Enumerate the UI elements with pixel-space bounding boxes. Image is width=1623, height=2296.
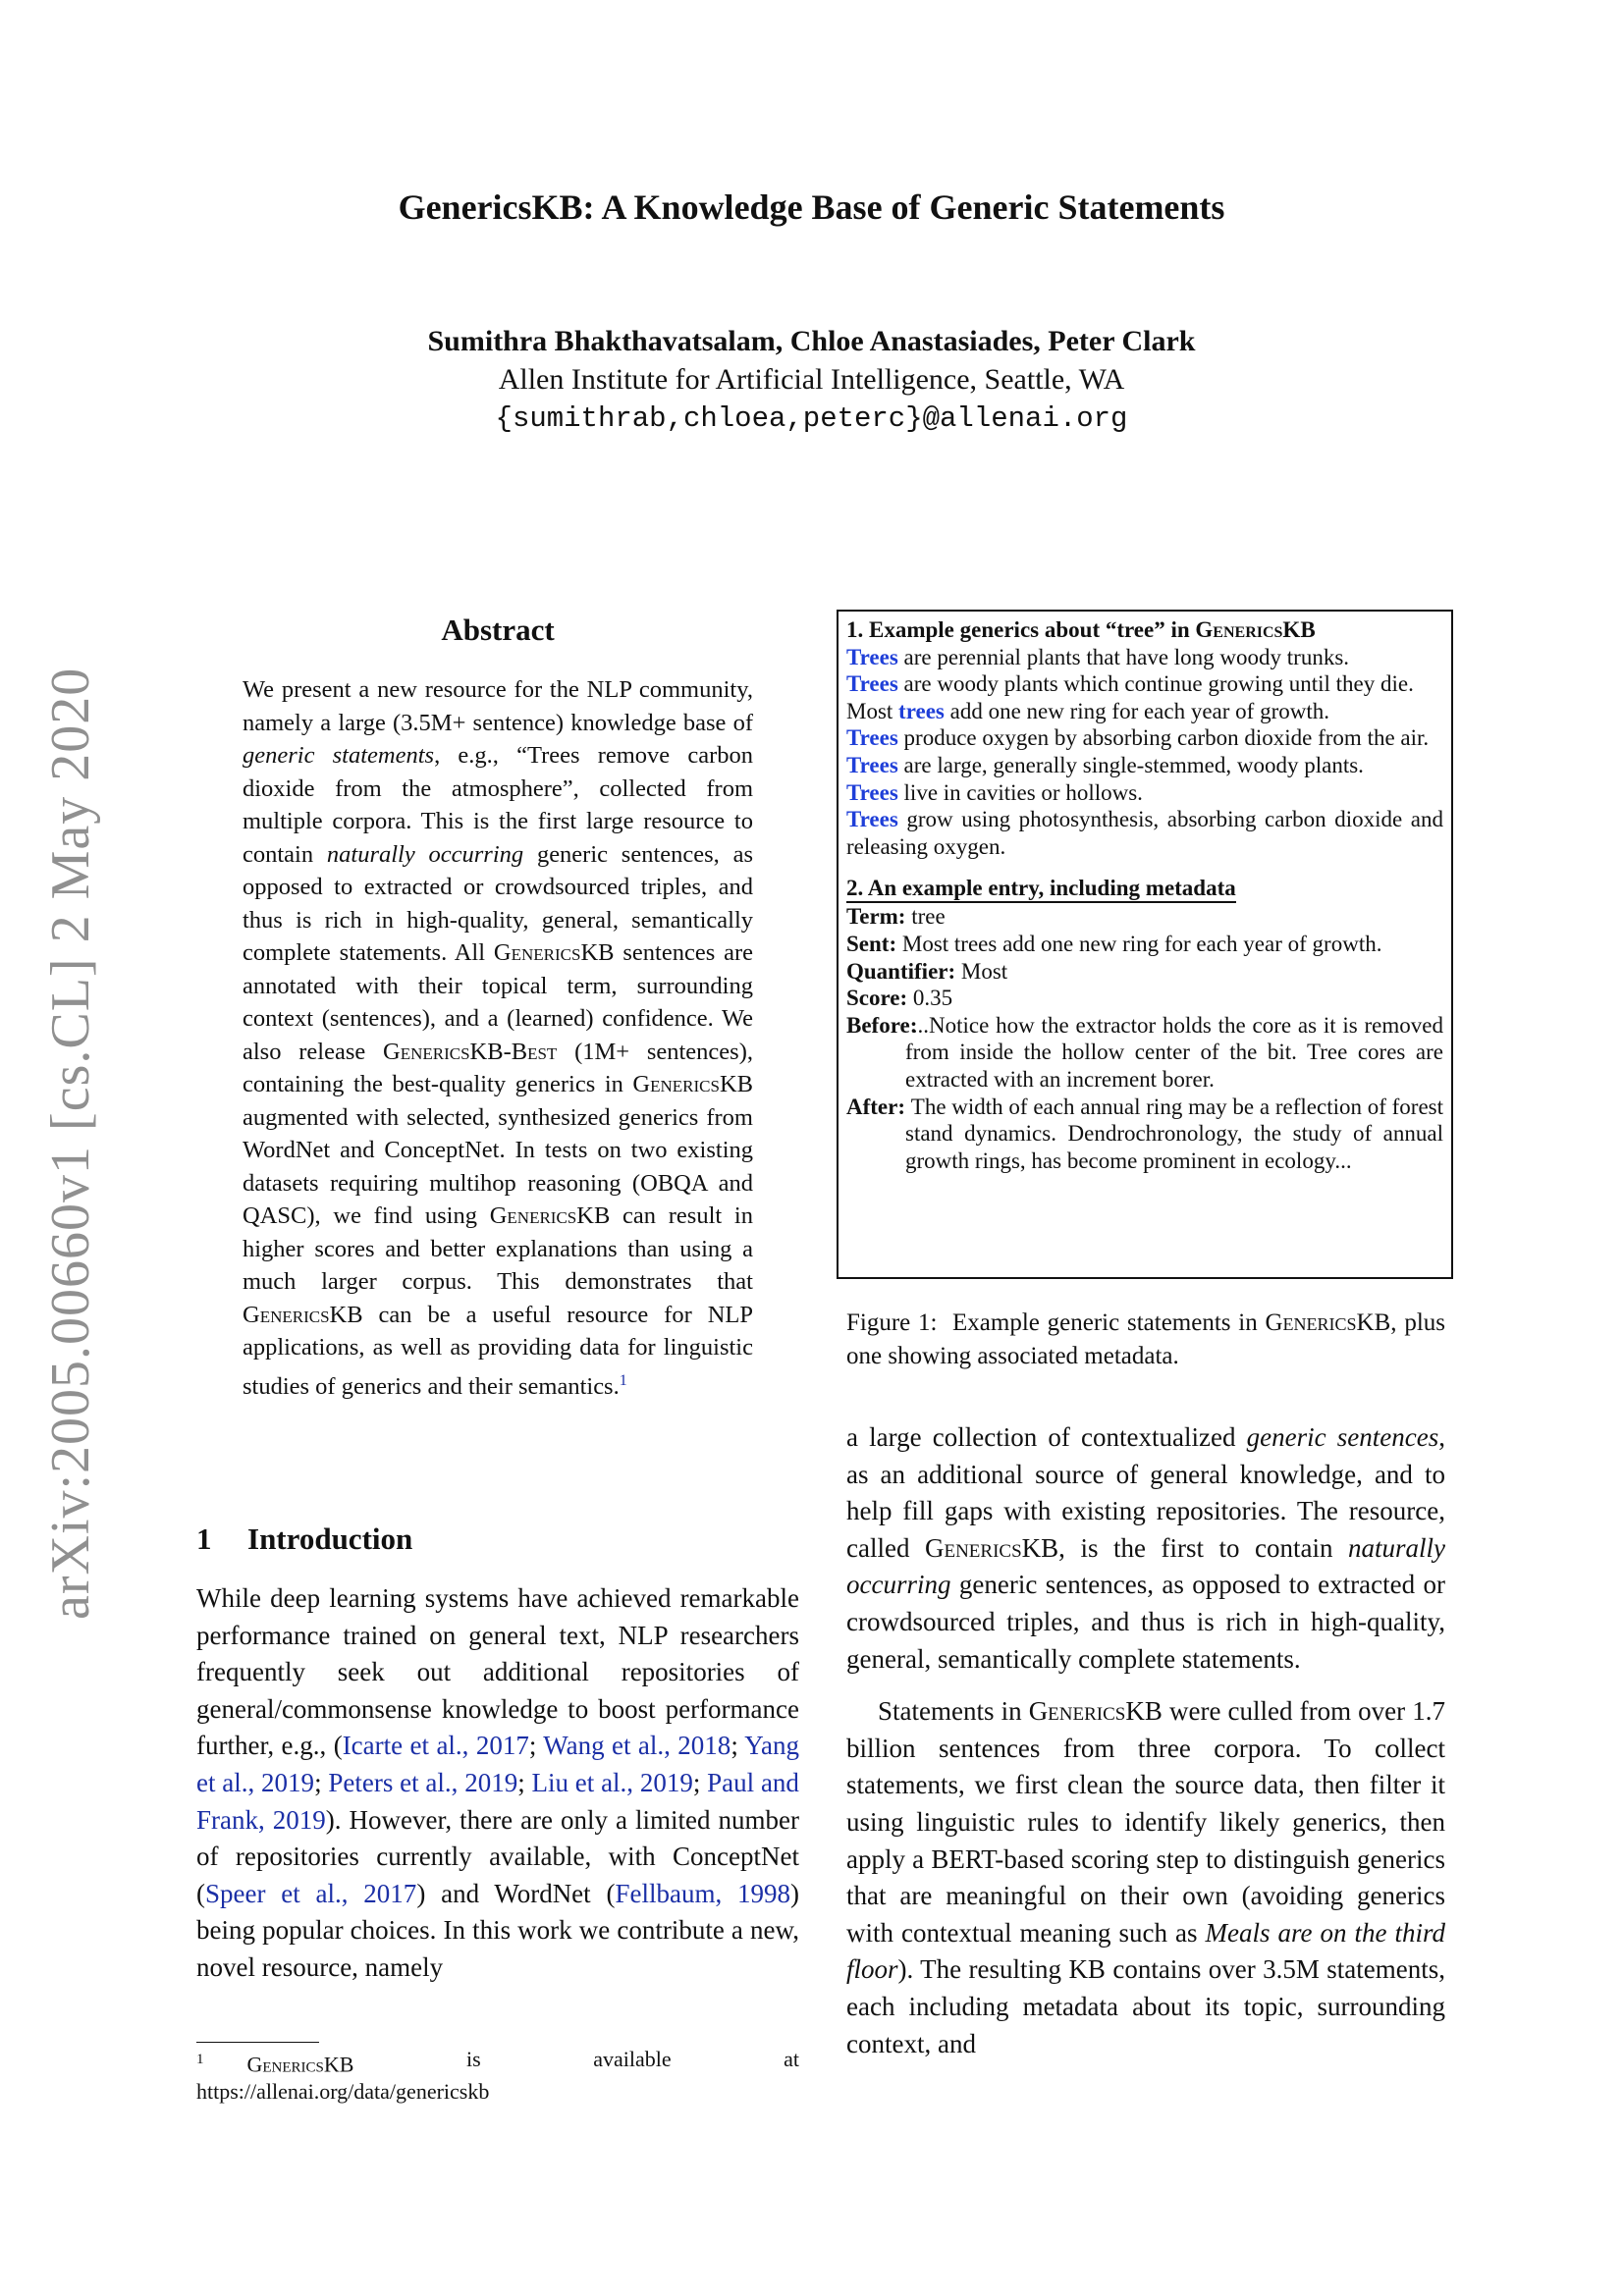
generic-sentence: Trees are large, generally single-stemmed, woody plants.: [846, 752, 1364, 777]
abstract-heading: Abstract: [441, 613, 555, 647]
author-emails: {sumithrab,chloea,peterc}@allenai.org: [495, 402, 1128, 435]
section-heading-introduction: 1 Introduction: [196, 1522, 413, 1556]
introduction-text-right: a large collection of contextualized generic sentences, as an additional source of general knowledge, and to help fill gaps with existing repositories. The resource, called GenericsKB, is the first to contain naturally occurring generic sentences, as opposed to extracted or crowdsourced triples, and thus is rich in high-quality, general, semantically complete statements. Statements in GenericsKB were culled from over 1.7 billion sentences from three corpora. To collect statements, we first clean the source data, then filter it using linguistic rules to identify likely generics, then apply a BERT-based scoring step to distinguish generics that are meaningful on their own (avoiding generics with contextual meaning such as Meals are on the third floor). The resulting KB contains over 3.5M statements, each including metadata about its topic, surrounding context, and: [846, 1422, 1446, 2058]
citation-link[interactable]: Icarte et al., 2017: [342, 1731, 529, 1761]
introduction-text-left: While deep learning systems have achieved remarkable performance trained on general text, NLP researchers frequently seek out additional repositories of general/commonsense knowledge to boost performance further, e.g., (Icarte et al., 2017; Wang et al., 2018; Yang et al., 2019; Peters et al., 2019; Liu et al., 2019; Paul and Frank, 2019). However, there are only a limited number of repositories currently available, with ConceptNet (Speer et al., 2017) and WordNet (Fellbaum, 1998) being popular choices. In this work we contribute a new, novel resource, namely: [196, 1583, 800, 1982]
citation-link[interactable]: Peters et al., 2019: [328, 1767, 518, 1797]
abstract-text: We present a new resource for the NLP community, namely a large (3.5M+ sentence) knowledge base of generic statements, e.g., “Trees remove carbon dioxide from the atmosphere”, collected from multiple corpora. This is the first large resource to contain naturally occurring generic sentences, as opposed to extracted or crowdsourced triples, and thus is rich in high-quality, general, semantically complete statements. All GenericsKB sentences are annotated with their topical term, surrounding context (sentences), and a (learned) confidence. We also release GenericsKB-Best (1M+ sentences), containing the best-quality generics in GenericsKB augmented with selected, synthesized generics from WordNet and ConceptNet. In tests on two existing datasets requiring multihop reasoning (OBQA and QASC), we find using GenericsKB can result in higher scores and better explanations than using a much larger corpus. This demonstrates that GenericsKB can be a useful resource for NLP applications, as well as providing data for linguistic studies of generics and their semantics.$^1$: [243, 676, 754, 1400]
figure-part2-heading: 2. An example entry, including metadata: [846, 876, 1236, 903]
generic-sentence: Trees are woody plants which continue growing until they die.: [846, 671, 1414, 697]
footnote-url[interactable]: https://allenai.org/data/genericskb: [196, 2079, 490, 2105]
citation-link[interactable]: Paul and Frank, 2019: [196, 1767, 799, 1835]
generic-sentence: Trees live in cavities or hollows.: [846, 779, 1143, 805]
author-list: Sumithra Bhakthavatsalam, Chloe Anastasiades, Peter Clark: [427, 325, 1196, 357]
paper-title: GenericsKB: A Knowledge Base of Generic Statements: [398, 187, 1225, 227]
figure-1-caption: Figure 1: Example generic statements in GenericsKB, plus one showing associated metadata.: [846, 1309, 1445, 1369]
citation-link[interactable]: Liu et al., 2019: [531, 1767, 693, 1797]
citation-link[interactable]: Wang et al., 2018: [543, 1731, 731, 1761]
citation-link[interactable]: Speer et al., 2017: [205, 1878, 417, 1908]
entry-after-context: After: The width of each annual ring may be a reflection of forest stand dynamics. Dendrochronology, the study of annual growth rings, has become prominent in ecology...: [846, 1094, 1444, 1173]
entry-quantifier: Quantifier: Most: [846, 958, 1008, 984]
footnote-divider: [196, 2042, 319, 2043]
figure-part1-heading: 1. Example generics about “tree” in GenericsKB: [846, 617, 1316, 642]
entry-term: Term: tree: [846, 904, 946, 930]
generic-sentence: Trees produce oxygen by absorbing carbon dioxide from the air.: [846, 725, 1430, 751]
generic-sentence: Trees are perennial plants that have long woody trunks.: [846, 644, 1350, 669]
generic-sentence: Most trees add one new ring for each year of growth.: [846, 698, 1329, 723]
footnote-ref[interactable]: 1: [619, 1371, 627, 1389]
figure-1-box: [837, 610, 1453, 1279]
entry-sentence: Sent: Most trees add one new ring for each year of growth.: [846, 931, 1382, 956]
citation-link[interactable]: Fellbaum, 1998: [615, 1878, 790, 1908]
generic-sentence: Trees grow using photosynthesis, absorbing carbon dioxide and releasing oxygen.: [846, 807, 1443, 859]
footnote: $^1$ GenericsKB is available at https://allenai.org/data/genericskb: [196, 2047, 799, 2105]
citation-link[interactable]: Yang et al., 2019: [196, 1731, 800, 1797]
affiliation: Allen Institute for Artificial Intelligence, Seattle, WA: [498, 363, 1125, 396]
arxiv-identifier: arXiv:2005.00660v1 [cs.CL] 2 May 2020: [40, 667, 101, 1620]
entry-before-context: Before: ...Notice how the extractor holds the core as it is removed from inside the hollow center of the bit. Tree cores are extracted with an increment borer.: [846, 1012, 1443, 1092]
entry-score: Score: 0.35: [846, 986, 953, 1011]
